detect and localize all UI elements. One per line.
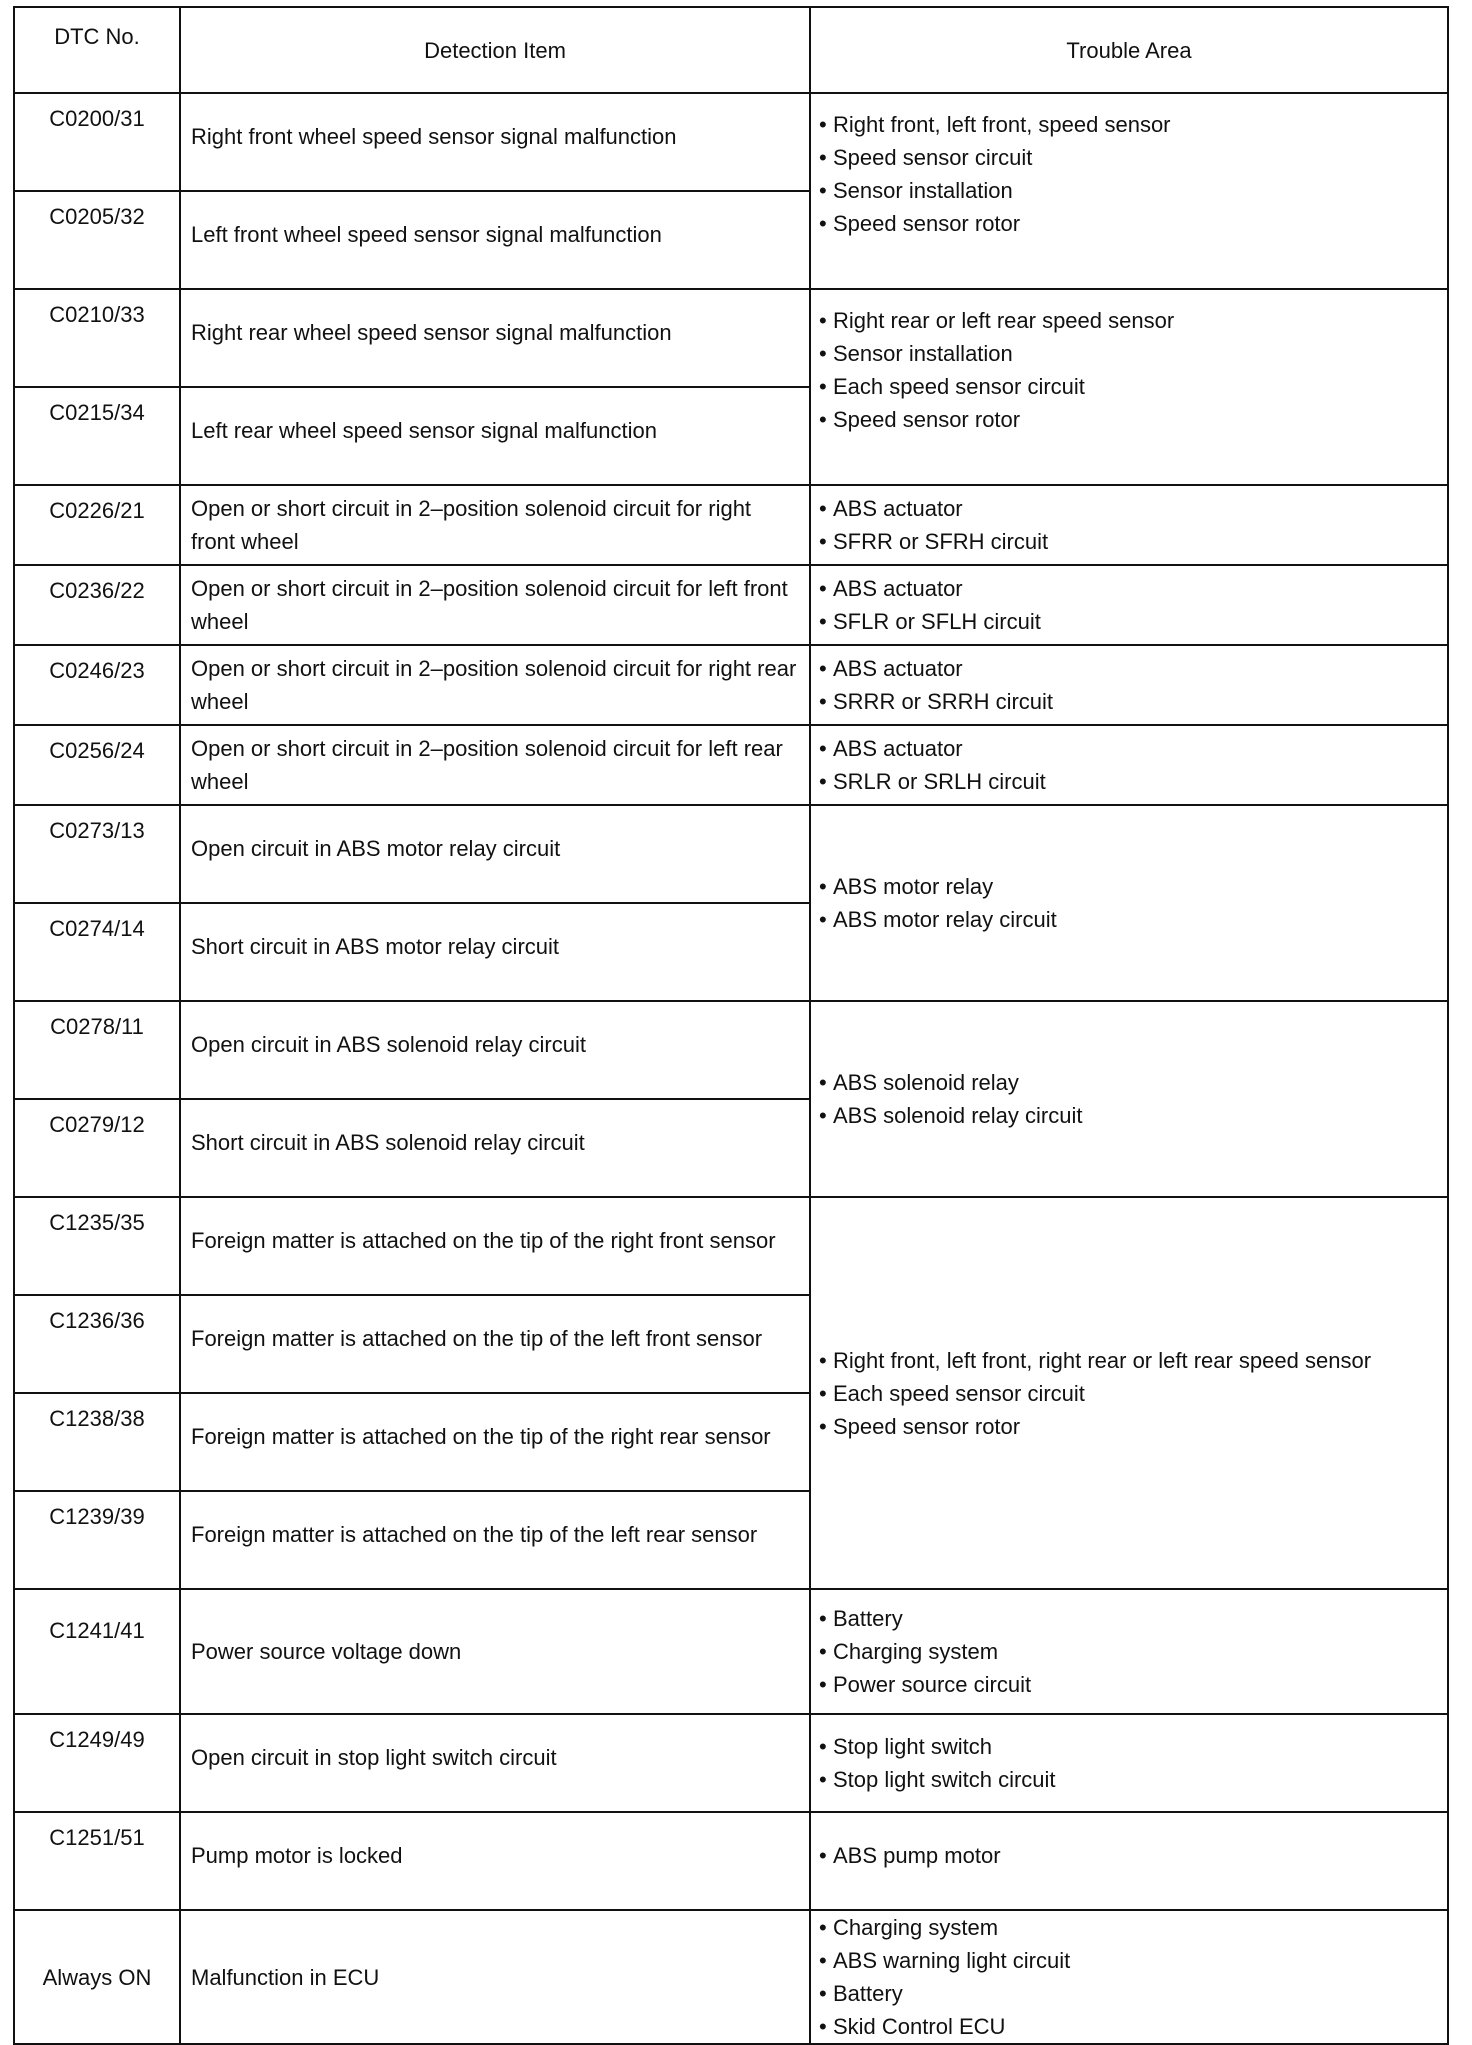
dtc-table	[13, 6, 1449, 2045]
trouble-item: • Battery	[819, 1602, 1439, 1635]
dtc-code: C0274/14	[14, 903, 180, 1001]
dtc-code: C1251/51	[14, 1812, 180, 1910]
table-row	[14, 645, 1448, 725]
detection-item: Right rear wheel speed sensor signal malfunction	[180, 289, 810, 387]
trouble-item: • ABS actuator	[819, 492, 1439, 525]
dtc-code: Always ON	[14, 1910, 180, 2044]
table-row	[14, 1001, 1448, 1099]
table-row	[14, 1197, 1448, 1295]
table-row	[14, 805, 1448, 903]
dtc-code: C1235/35	[14, 1197, 180, 1295]
dtc-code: C0215/34	[14, 387, 180, 485]
detection-item: Left rear wheel speed sensor signal malfunction	[180, 387, 810, 485]
table-row	[14, 1812, 1448, 1910]
trouble-item: • Sensor installation	[819, 337, 1439, 370]
trouble-item: • Charging system	[819, 1911, 1439, 1944]
detection-item: Open or short circuit in 2–position solenoid circuit for right front wheel	[180, 485, 810, 565]
dtc-code: C0200/31	[14, 93, 180, 191]
detection-item: Open or short circuit in 2–position solenoid circuit for right rear wheel	[180, 645, 810, 725]
trouble-item: • Right rear or left rear speed sensor	[819, 304, 1439, 337]
dtc-code: C1236/36	[14, 1295, 180, 1393]
trouble-area	[810, 1589, 1448, 1714]
trouble-item: • SRLR or SRLH circuit	[819, 765, 1439, 798]
trouble-item: • ABS solenoid relay circuit	[819, 1099, 1439, 1132]
table-row	[14, 1714, 1448, 1812]
detection-item: Open circuit in ABS motor relay circuit	[180, 805, 810, 903]
trouble-item: • Speed sensor circuit	[819, 141, 1439, 174]
trouble-item: • Power source circuit	[819, 1668, 1439, 1701]
trouble-area	[810, 805, 1448, 1001]
detection-item: Foreign matter is attached on the tip of the left front sensor	[180, 1295, 810, 1393]
dtc-code: C0205/32	[14, 191, 180, 289]
detection-item: Short circuit in ABS solenoid relay circuit	[180, 1099, 810, 1197]
dtc-code: C1249/49	[14, 1714, 180, 1812]
table-row	[14, 725, 1448, 805]
detection-item: Malfunction in ECU	[180, 1910, 810, 2044]
trouble-area	[810, 1812, 1448, 1910]
trouble-item: • Speed sensor rotor	[819, 403, 1439, 436]
trouble-area	[810, 1197, 1448, 1589]
trouble-item: • ABS warning light circuit	[819, 1944, 1439, 1977]
trouble-area	[810, 93, 1448, 289]
trouble-list	[819, 304, 1439, 436]
trouble-list	[819, 108, 1439, 240]
trouble-item: • Speed sensor rotor	[819, 1410, 1439, 1443]
trouble-item: • SRRR or SRRH circuit	[819, 685, 1439, 718]
trouble-list	[819, 1344, 1439, 1443]
detection-item: Foreign matter is attached on the tip of the right rear sensor	[180, 1393, 810, 1491]
header-trouble-area: Trouble Area	[810, 7, 1448, 93]
detection-item: Short circuit in ABS motor relay circuit	[180, 903, 810, 1001]
trouble-area	[810, 1714, 1448, 1812]
trouble-list	[819, 1839, 1439, 1872]
trouble-item: • Each speed sensor circuit	[819, 370, 1439, 403]
trouble-item: • Battery	[819, 1977, 1439, 2010]
trouble-item: • ABS motor relay circuit	[819, 903, 1439, 936]
trouble-item: • SFRR or SFRH circuit	[819, 525, 1439, 558]
trouble-item: • Right front, left front, speed sensor	[819, 108, 1439, 141]
trouble-item: • ABS pump motor	[819, 1839, 1439, 1872]
trouble-list	[819, 870, 1439, 936]
trouble-area	[810, 645, 1448, 725]
trouble-item: • ABS actuator	[819, 652, 1439, 685]
trouble-item: • Right front, left front, right rear or left rear speed sensor	[819, 1344, 1439, 1377]
dtc-code: C0236/22	[14, 565, 180, 645]
trouble-item: • SFLR or SFLH circuit	[819, 605, 1439, 638]
trouble-item: • ABS solenoid relay	[819, 1066, 1439, 1099]
trouble-list	[819, 492, 1439, 558]
detection-item: Right front wheel speed sensor signal malfunction	[180, 93, 810, 191]
detection-item: Foreign matter is attached on the tip of the right front sensor	[180, 1197, 810, 1295]
trouble-item: • Skid Control ECU	[819, 2010, 1439, 2043]
table-row	[14, 565, 1448, 645]
table-row	[14, 1589, 1448, 1714]
trouble-list	[819, 1066, 1439, 1132]
trouble-item: • Each speed sensor circuit	[819, 1377, 1439, 1410]
detection-item: Pump motor is locked	[180, 1812, 810, 1910]
trouble-list	[819, 1730, 1439, 1796]
trouble-area	[810, 289, 1448, 485]
trouble-item: • Charging system	[819, 1635, 1439, 1668]
trouble-item: • Sensor installation	[819, 174, 1439, 207]
table-row	[14, 1910, 1448, 2044]
dtc-code: C0279/12	[14, 1099, 180, 1197]
dtc-code: C1239/39	[14, 1491, 180, 1589]
detection-item: Open circuit in ABS solenoid relay circuit	[180, 1001, 810, 1099]
table-row	[14, 485, 1448, 565]
trouble-area	[810, 725, 1448, 805]
dtc-code: C1241/41	[14, 1589, 180, 1714]
dtc-code: C0278/11	[14, 1001, 180, 1099]
trouble-item: • Speed sensor rotor	[819, 207, 1439, 240]
detection-item: Open or short circuit in 2–position solenoid circuit for left rear wheel	[180, 725, 810, 805]
trouble-list	[819, 652, 1439, 718]
dtc-code: C0273/13	[14, 805, 180, 903]
dtc-code: C0210/33	[14, 289, 180, 387]
dtc-code: C1238/38	[14, 1393, 180, 1491]
trouble-area	[810, 485, 1448, 565]
detection-item: Foreign matter is attached on the tip of the left rear sensor	[180, 1491, 810, 1589]
trouble-list	[819, 1602, 1439, 1701]
detection-item: Open or short circuit in 2–position solenoid circuit for left front wheel	[180, 565, 810, 645]
dtc-code: C0246/23	[14, 645, 180, 725]
header-detection-item: Detection Item	[180, 7, 810, 93]
trouble-item: • Stop light switch	[819, 1730, 1439, 1763]
trouble-area	[810, 565, 1448, 645]
table-row	[14, 289, 1448, 387]
trouble-list	[819, 1911, 1439, 2043]
dtc-code: C0226/21	[14, 485, 180, 565]
header-dtc-no: DTC No.	[14, 7, 180, 93]
trouble-area	[810, 1001, 1448, 1197]
trouble-item: • ABS motor relay	[819, 870, 1439, 903]
trouble-list	[819, 572, 1439, 638]
table-row	[14, 93, 1448, 191]
detection-item: Power source voltage down	[180, 1589, 810, 1714]
trouble-item: • Stop light switch circuit	[819, 1763, 1439, 1796]
trouble-item: • ABS actuator	[819, 572, 1439, 605]
trouble-item: • ABS actuator	[819, 732, 1439, 765]
detection-item: Open circuit in stop light switch circuit	[180, 1714, 810, 1812]
dtc-code: C0256/24	[14, 725, 180, 805]
trouble-area	[810, 1910, 1448, 2044]
header-row	[14, 7, 1448, 93]
detection-item: Left front wheel speed sensor signal malfunction	[180, 191, 810, 289]
trouble-list	[819, 732, 1439, 798]
